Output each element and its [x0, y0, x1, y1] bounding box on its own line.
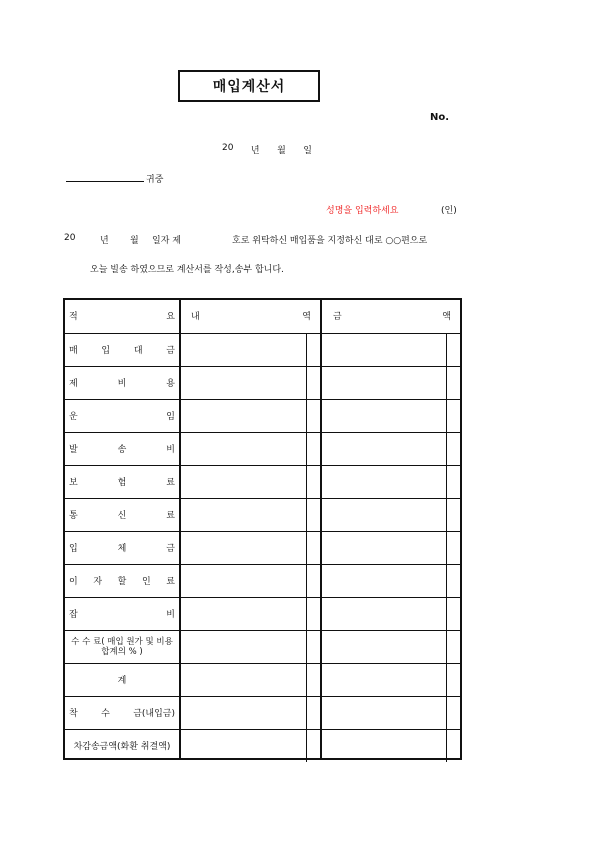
- row-label-text: 보: [69, 478, 78, 488]
- statement-consignment-text: 호로 위탁하신 매입품을 지정하신 대로 ○○편으로: [232, 236, 428, 246]
- document-number-label: No.: [430, 112, 450, 123]
- detail-subcell-divider: [306, 663, 307, 696]
- detail-input-cell[interactable]: [181, 630, 306, 663]
- amount-input-cell[interactable]: [323, 696, 446, 729]
- date-month: 월: [277, 146, 286, 156]
- amount-subcell-divider: [446, 564, 447, 597]
- row-label: [67, 465, 177, 498]
- detail-input-cell[interactable]: [181, 729, 306, 762]
- seal-label: (인): [441, 206, 457, 216]
- recipient-label: 귀중: [146, 175, 164, 185]
- header-detail-char: 역: [302, 312, 311, 322]
- row-label: [67, 663, 177, 696]
- row-label-text: 착: [69, 709, 78, 719]
- detail-input-cell[interactable]: [181, 564, 306, 597]
- col-divider-2: [320, 300, 322, 758]
- row-label-text: 금: [166, 346, 175, 356]
- amount-input-cell[interactable]: [323, 630, 446, 663]
- row-label-text: 금(내입금): [133, 709, 175, 719]
- row-label-text: 인: [141, 577, 151, 587]
- row-label-text: 제: [69, 379, 78, 389]
- row-label-text: 험: [117, 478, 127, 488]
- amount-input-cell[interactable]: [323, 564, 446, 597]
- issue-date: [222, 143, 312, 156]
- row-label: [67, 333, 177, 366]
- row-label-text: 금: [166, 544, 175, 554]
- amount-input-cell[interactable]: [323, 531, 446, 564]
- amount-subcell-divider: [446, 399, 447, 432]
- row-label: [67, 366, 177, 399]
- row-label-text: 이: [69, 577, 78, 587]
- detail-subcell-divider: [306, 729, 307, 762]
- recipient-blank-line[interactable]: [66, 181, 144, 182]
- header-amount: [333, 309, 451, 322]
- header-item-char: 적: [69, 312, 78, 322]
- row-label: [67, 498, 177, 531]
- row-label-text: 임: [166, 412, 175, 422]
- detail-input-cell[interactable]: [181, 432, 306, 465]
- detail-subcell-divider: [306, 366, 307, 399]
- statement-year: 년: [100, 236, 109, 246]
- statement-date-no: 일자 제: [152, 236, 181, 246]
- amount-subcell-divider: [446, 597, 447, 630]
- amount-input-cell[interactable]: [323, 663, 446, 696]
- row-label-text: 입: [101, 346, 111, 356]
- row-label: [67, 564, 177, 597]
- row-label: [67, 399, 177, 432]
- amount-subcell-divider: [446, 432, 447, 465]
- row-label-text: 발: [69, 445, 78, 455]
- detail-subcell-divider: [306, 498, 307, 531]
- amount-subcell-divider: [446, 729, 447, 762]
- amount-subcell-divider: [446, 465, 447, 498]
- row-label-text: 비: [166, 610, 175, 620]
- row-label-text: 계: [117, 676, 127, 686]
- row-label: [67, 630, 177, 663]
- row-label-text: 비: [166, 445, 175, 455]
- invoice-table: [63, 298, 462, 760]
- statement-line-1: [64, 233, 464, 246]
- date-year: 년: [250, 146, 260, 156]
- amount-subcell-divider: [446, 630, 447, 663]
- amount-input-cell[interactable]: [323, 498, 446, 531]
- row-label-text: 잡: [69, 610, 78, 620]
- row-label: [67, 432, 177, 465]
- row-label-text: 료: [166, 478, 175, 488]
- row-label-text: 비: [117, 379, 127, 389]
- document-title-box: [178, 70, 320, 102]
- detail-subcell-divider: [306, 597, 307, 630]
- amount-input-cell[interactable]: [323, 333, 446, 366]
- row-label-text: 운: [69, 412, 78, 422]
- header-amount-char: 금: [333, 312, 342, 322]
- row-label-text: 입: [69, 544, 78, 554]
- row-label-text: 송: [117, 445, 127, 455]
- detail-input-cell[interactable]: [181, 498, 306, 531]
- date-day: 일: [303, 146, 312, 156]
- row-label-text: 수 수 료( 매입 원가 및 비용 합계의 % ): [71, 636, 173, 657]
- detail-subcell-divider: [306, 630, 307, 663]
- detail-input-cell[interactable]: [181, 663, 306, 696]
- detail-input-cell[interactable]: [181, 366, 306, 399]
- row-label: [67, 696, 177, 729]
- amount-input-cell[interactable]: [323, 366, 446, 399]
- detail-subcell-divider: [306, 564, 307, 597]
- row-label-text: 통: [69, 511, 78, 521]
- header-item: [67, 309, 177, 322]
- statement-year-prefix: 20: [64, 233, 76, 243]
- detail-input-cell[interactable]: [181, 696, 306, 729]
- detail-subcell-divider: [306, 696, 307, 729]
- detail-input-cell[interactable]: [181, 465, 306, 498]
- header-item-char: 요: [166, 312, 175, 322]
- amount-subcell-divider: [446, 531, 447, 564]
- row-label-text: 신: [117, 511, 127, 521]
- amount-subcell-divider: [446, 663, 447, 696]
- row-label-text: 대: [133, 346, 143, 356]
- row-label: [67, 729, 177, 762]
- row-label-text: 용: [166, 379, 175, 389]
- amount-input-cell[interactable]: [323, 465, 446, 498]
- row-label: [67, 531, 177, 564]
- detail-input-cell[interactable]: [181, 597, 306, 630]
- row-label-text: 료: [166, 577, 175, 587]
- amount-subcell-divider: [446, 498, 447, 531]
- detail-subcell-divider: [306, 531, 307, 564]
- row-label-text: 자: [93, 577, 103, 587]
- statement-line-2: 오늘 빌송 하였으므로 계산서를 작성,송부 합니다.: [90, 265, 284, 275]
- row-label-text: 수: [101, 709, 110, 719]
- amount-subcell-divider: [446, 696, 447, 729]
- row-label-text: 매: [69, 346, 78, 356]
- row-label: [67, 597, 177, 630]
- header-detail-char: 내: [191, 312, 200, 322]
- amount-input-cell[interactable]: [323, 597, 446, 630]
- amount-input-cell[interactable]: [323, 399, 446, 432]
- detail-input-cell[interactable]: [181, 531, 306, 564]
- header-detail: [191, 309, 311, 322]
- detail-subcell-divider: [306, 465, 307, 498]
- row-label-text: 체: [117, 544, 127, 554]
- amount-subcell-divider: [446, 366, 447, 399]
- date-prefix: 20: [222, 143, 234, 153]
- row-label-text: 차감송금액(화환 취결액): [73, 742, 171, 752]
- detail-input-cell[interactable]: [181, 333, 306, 366]
- row-label-text: 할: [117, 577, 127, 587]
- header-amount-char: 액: [442, 312, 451, 322]
- amount-input-cell[interactable]: [323, 729, 446, 762]
- detail-input-cell[interactable]: [181, 399, 306, 432]
- detail-subcell-divider: [306, 333, 307, 366]
- detail-subcell-divider: [306, 399, 307, 432]
- row-label-text: 료: [166, 511, 175, 521]
- amount-subcell-divider: [446, 333, 447, 366]
- detail-subcell-divider: [306, 432, 307, 465]
- signer-name-field[interactable]: 성명을 입력하세요: [326, 206, 399, 216]
- amount-input-cell[interactable]: [323, 432, 446, 465]
- document-title: 매입계산서: [212, 79, 286, 95]
- statement-month: 월: [130, 236, 139, 246]
